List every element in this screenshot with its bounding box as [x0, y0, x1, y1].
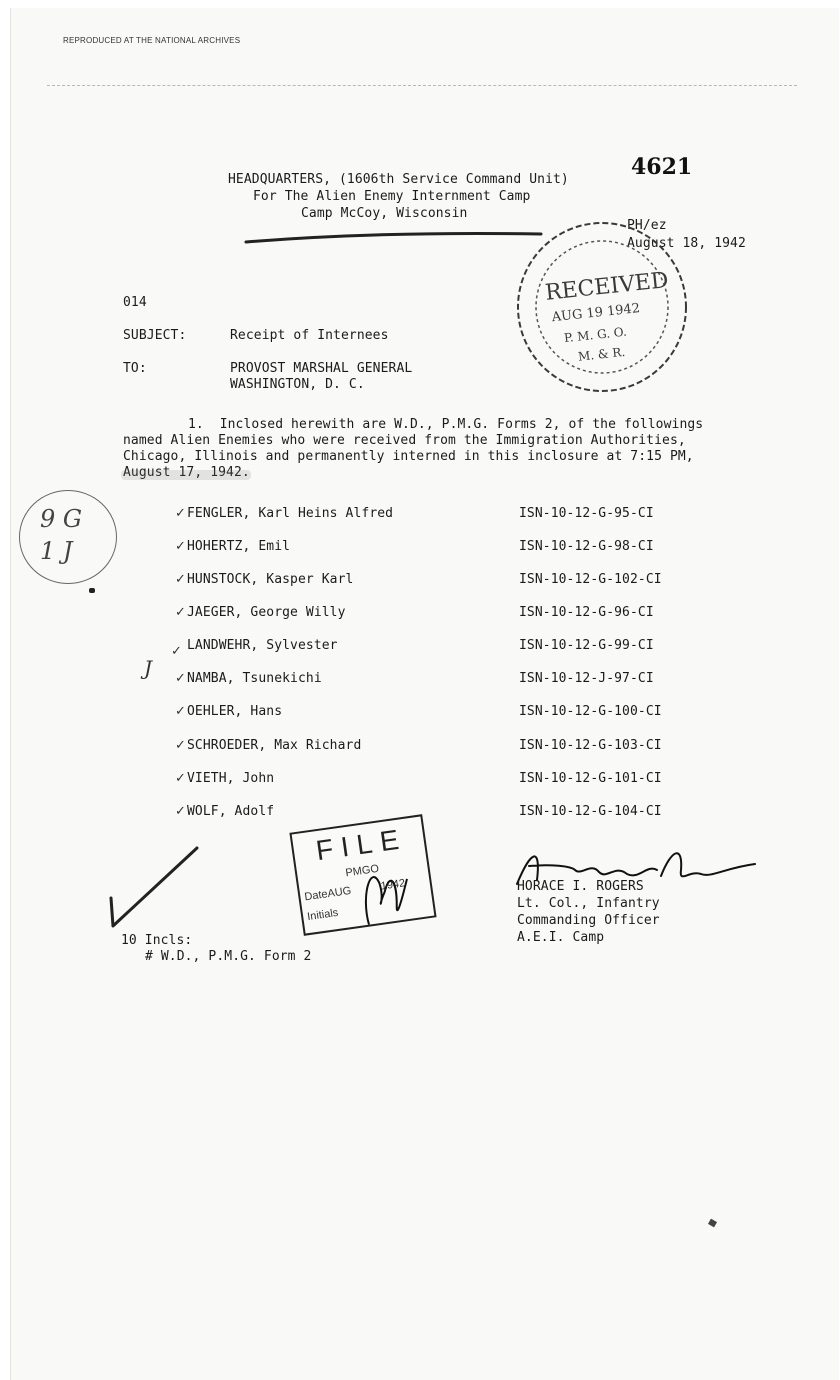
signer-title: Commanding Officer — [517, 913, 660, 928]
internee-isn: ISN-10-12-G-95-CI — [519, 506, 654, 521]
internee-isn: ISN-10-12-G-100-CI — [519, 704, 662, 719]
internee-row — [11, 804, 839, 824]
subject-label: SUBJECT: — [123, 328, 187, 343]
internee-isn: ISN-10-12-G-101-CI — [519, 771, 662, 786]
received-stamp-line-3: P. M. G. O. — [563, 324, 628, 346]
signer-name: HORACE I. ROGERS — [517, 879, 644, 894]
file-stamp-date: DateAUG 1942 — [303, 877, 406, 904]
internee-row — [11, 771, 839, 791]
received-stamp-line-1: RECEIVED — [543, 267, 670, 306]
circled-count-annotation — [19, 490, 117, 584]
ink-speck — [89, 588, 95, 593]
internee-name: HUNSTOCK, Kasper Karl — [187, 572, 354, 587]
header-line-2: For The Alien Enemy Internment Camp — [253, 189, 531, 204]
file-stamp-initials-scribble — [349, 848, 420, 936]
to-label: TO: — [123, 361, 147, 376]
subject-text: Receipt of Internees — [230, 328, 389, 343]
check-mark-icon: ✓ — [175, 771, 186, 786]
letter-date: August 18, 1942 — [627, 236, 746, 251]
internee-row — [11, 605, 839, 625]
file-number: 014 — [123, 295, 147, 310]
check-mark-icon: ✓ — [175, 671, 186, 686]
body-line-3: Chicago, Illinois and permanently interned in this inclosure at 7:15 PM, — [123, 449, 694, 464]
header-line-1: HEADQUARTERS, (1606th Service Command Unit) — [228, 172, 569, 187]
internee-isn: ISN-10-12-G-102-CI — [519, 572, 662, 587]
file-stamp-office: PMGO — [344, 862, 380, 880]
internee-name: SCHROEDER, Max Richard — [187, 738, 362, 753]
internee-row — [11, 671, 839, 691]
internee-name: LANDWEHR, Sylvester — [187, 638, 338, 653]
check-mark-icon: ✓ — [175, 804, 186, 819]
check-mark-icon: ✓ — [175, 539, 186, 554]
check-mark-icon: ✓ — [175, 704, 186, 719]
internee-isn: ISN-10-12-G-96-CI — [519, 605, 654, 620]
file-stamp — [289, 814, 436, 936]
body-line-4: August 17, 1942. — [123, 465, 250, 480]
document-page — [10, 8, 839, 1380]
internee-name: NAMBA, Tsunekichi — [187, 671, 322, 686]
internee-name: FENGLER, Karl Heins Alfred — [187, 506, 394, 521]
highlight-mark — [121, 470, 251, 480]
reference-initials: PH/ez — [627, 218, 667, 233]
check-mark-icon: ✓ — [175, 572, 186, 587]
received-stamp — [511, 216, 693, 398]
inclosures-item: # W.D., P.M.G. Form 2 — [145, 949, 312, 964]
internee-row — [11, 572, 839, 592]
large-check-mark — [107, 840, 207, 932]
archive-label: REPRODUCED AT THE NATIONAL ARCHIVES — [63, 36, 241, 45]
internee-isn: ISN-10-12-G-103-CI — [519, 738, 662, 753]
internee-name: OEHLER, Hans — [187, 704, 283, 719]
internee-isn: ISN-10-12-J-97-CI — [519, 671, 654, 686]
top-rule — [47, 85, 797, 86]
namba-margin-mark: J — [144, 656, 153, 680]
check-mark-icon: ✓ — [175, 506, 186, 521]
body-line-2: named Alien Enemies who were received from the Immigration Authorities, — [123, 433, 686, 448]
file-stamp-initials: Initials — [306, 906, 340, 924]
internee-row — [11, 539, 839, 559]
signer-unit: A.E.I. Camp — [517, 930, 605, 945]
internee-isn: ISN-10-12-G-99-CI — [519, 638, 654, 653]
internee-isn: ISN-10-12-G-104-CI — [519, 804, 662, 819]
signer-rank: Lt. Col., Infantry — [517, 896, 660, 911]
internee-name: WOLF, Adolf — [187, 804, 275, 819]
internee-row — [11, 638, 839, 658]
circle-annotation-line-1: 9 G — [40, 505, 83, 533]
received-stamp-line-2: AUG 19 1942 — [551, 301, 641, 326]
ink-speck — [708, 1219, 717, 1228]
document-number: 4621 — [631, 154, 693, 180]
internee-row — [11, 704, 839, 724]
internee-row — [11, 738, 839, 758]
check-mark-icon: ✓ — [175, 605, 186, 620]
circle-annotation-line-2: 1 J — [40, 537, 73, 565]
received-stamp-line-4: M. & R. — [577, 344, 626, 364]
check-mark-icon: ✓ — [171, 644, 182, 659]
header-line-3: Camp McCoy, Wisconsin — [301, 206, 468, 221]
internee-name: HOHERTZ, Emil — [187, 539, 291, 554]
file-stamp-title: FILE — [314, 822, 409, 867]
internee-name: JAEGER, George Willy — [187, 605, 346, 620]
to-line-2: WASHINGTON, D. C. — [230, 377, 365, 392]
internee-name: VIETH, John — [187, 771, 275, 786]
internee-row — [11, 506, 839, 526]
internee-isn: ISN-10-12-G-98-CI — [519, 539, 654, 554]
check-mark-icon: ✓ — [175, 738, 186, 753]
body-line-1: 1. Inclosed herewith are W.D., P.M.G. Forms 2, of the followings — [188, 417, 704, 432]
inclosures-count: 10 Incls: — [121, 933, 193, 948]
to-line-1: PROVOST MARSHAL GENERAL — [230, 361, 413, 376]
